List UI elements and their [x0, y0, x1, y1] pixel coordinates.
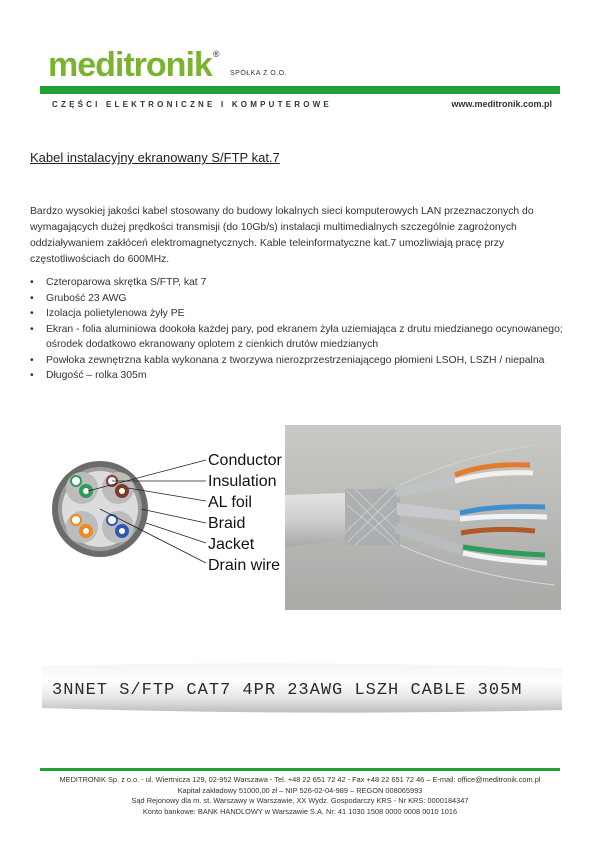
footer-capital: Kapitał zakładowy 51000,00 zł – NIP 526-02-04-989 – REGON 008065993	[177, 785, 423, 795]
footer-bank: Konto bankowe: BANK HANDLOWY w Warszawie S.A. Nr: 41 1030 1508 0000 0008 0010 1016	[142, 806, 458, 816]
logo-text: meditronik	[48, 46, 212, 84]
label-al-foil: AL foil	[208, 494, 252, 511]
product-description: Bardzo wysokiej jakości kabel stosowany do budowy lokalnych sieci komputerowych LAN przeznaczonych do wymagających dużej prędkości transmisji (do 10Gb/s) instalacji multimedialnych szczególnie zagrożonych oddziaływaniem zakłóceń elektromagnetycznych. Kable teleinformatyczne kat.7 umozliwiają pracę przy częstotliwościach do 600MHz.	[30, 206, 534, 265]
footer-contact: MEDITRONIK Sp. z o.o. - ul. Wiertnicza 129, 02-952 Warszawa - Tel. +48 22 651 72 42 - Fax +48 22 651 72 46 – E-mail: office@meditronik.com.pl	[59, 775, 541, 784]
website-link[interactable]: www.meditronik.com.pl	[451, 99, 552, 109]
label-drain-wire: Drain wire	[208, 557, 281, 574]
feature-list	[30, 275, 590, 384]
label-insulation: Insulation	[208, 473, 277, 490]
pair-green	[66, 472, 98, 504]
feature-item: • Izolacja polietylenowa żyły PE	[30, 306, 590, 322]
label-braid: Braid	[208, 515, 246, 532]
cable-jacket-print	[42, 660, 562, 715]
cable-print-text: 3NNET S/FTP CAT7 4PR 23AWG LSZH CABLE 305M	[52, 681, 523, 700]
footer	[20, 775, 580, 817]
cable-photo	[285, 425, 561, 610]
feature-item: • Czteroparowa skrętka S/FTP, kat 7	[30, 275, 590, 291]
header-divider	[40, 86, 560, 94]
company-suffix: SPÓŁKA Z O.O.	[230, 70, 288, 77]
feature-item: • Długość – rolka 305m	[30, 368, 590, 384]
label-jacket: Jacket	[208, 536, 255, 553]
page-title: Kabel instalacyjny ekranowany S/FTP kat.7	[30, 150, 280, 165]
feature-item: • Grubość 23 AWG	[30, 291, 590, 307]
pair-orange	[66, 511, 98, 543]
feature-item: • Powłoka zewnętrzna kabla wykonana z tworzywa nierozprzestrzeniającego płomieni LSOH, LSZH / niepalna	[30, 353, 590, 369]
cable-cross-section-diagram	[48, 443, 288, 578]
label-conductor: Conductor	[208, 452, 282, 469]
footer-court: Sąd Rejonowy dla m. st. Warszawy w Warszawie, XX Wydz. Gospodarczy KRS - Nr KRS: 0000184347	[131, 796, 469, 806]
company-logo	[48, 48, 217, 82]
footer-divider	[40, 768, 560, 771]
tagline: CZĘŚCI ELEKTRONICZNE I KOMPUTEROWE	[52, 100, 332, 109]
pair-blue	[102, 511, 134, 543]
registered-mark-icon: ®	[212, 49, 219, 59]
feature-item: • Ekran - folia aluminiowa dookoła każdej pary, pod ekranem żyła uziemiająca z drutu miedzianego ocynowanego; ośrodek dodatkowo ekranowany oplotem z cienkich drutów miedzianych	[30, 322, 590, 353]
